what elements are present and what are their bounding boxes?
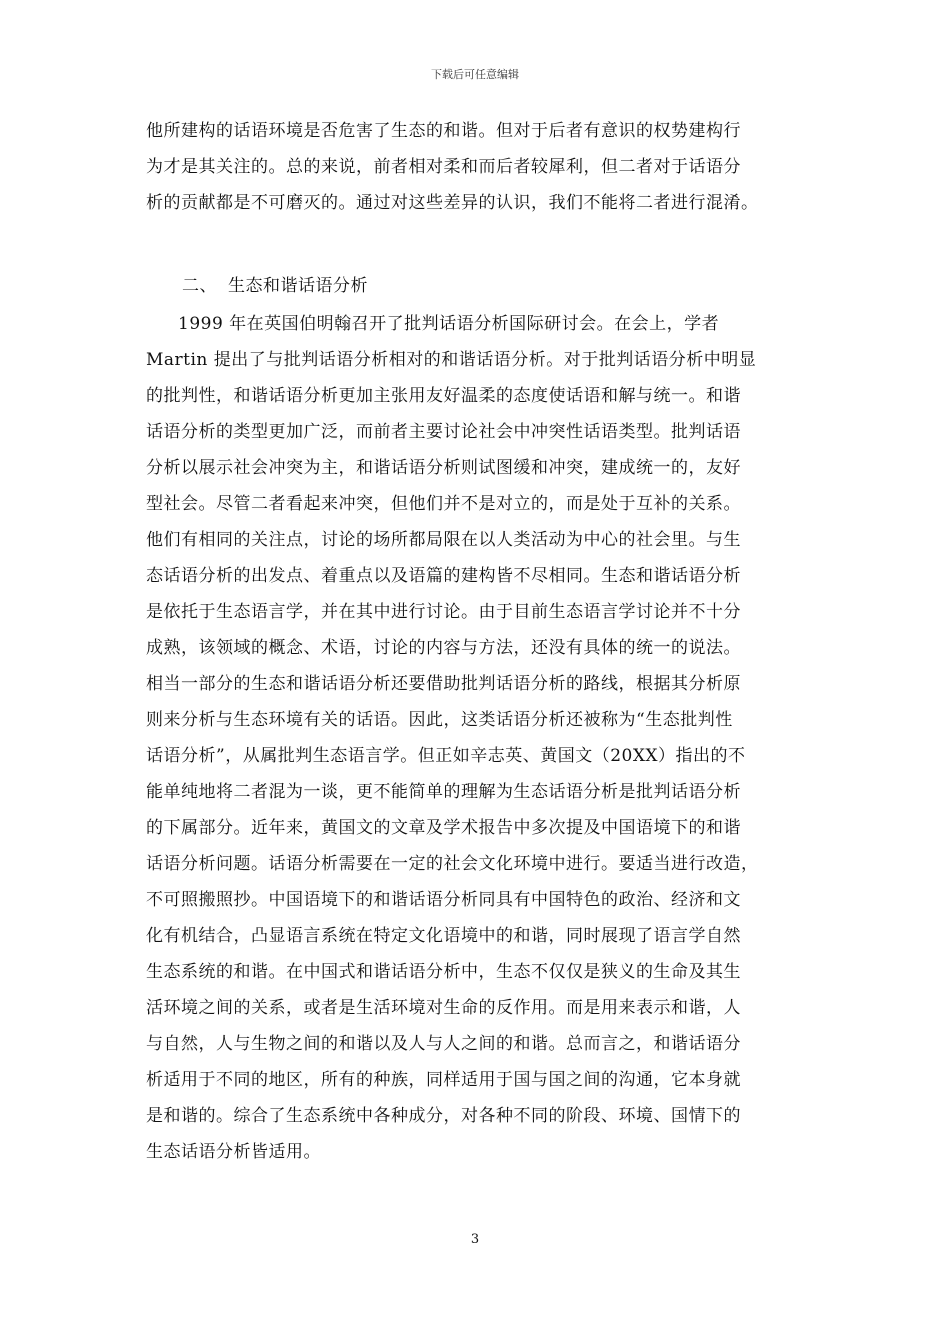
body-line: 成熟，该领域的概念、术语，讨论的内容与方法，还没有具体的统一的说法。 [146, 638, 741, 658]
intro-line: 他所建构的话语环境是否危害了生态的和谐。但对于后者有意识的权势建构行 [146, 121, 741, 141]
body-line: 能单纯地将二者混为一谈，更不能简单的理解为生态话语分析是批判话语分析 [146, 782, 741, 802]
body-line: 话语分析”，从属批判生态语言学。但正如辛志英、黄国文（20XX）指出的不 [146, 746, 746, 766]
body-line: 话语分析的类型更加广泛，而前者主要讨论社会中冲突性话语类型。批判话语 [146, 422, 741, 442]
page-header: 下载后可任意编辑 [431, 68, 519, 81]
section-number: 二、 [182, 276, 217, 296]
section-heading [182, 276, 368, 296]
body-line: 生态系统的和谐。在中国式和谐话语分析中，生态不仅仅是狭义的生命及其生 [146, 962, 741, 982]
body-line: 则来分析与生态环境有关的话语。因此，这类话语分析还被称为“生态批判性 [146, 710, 733, 730]
page-number: 3 [470, 1232, 480, 1247]
body-line: 态话语分析的出发点、着重点以及语篇的建构皆不尽相同。生态和谐话语分析 [146, 566, 741, 586]
body-line: 型社会。尽管二者看起来冲突，但他们并不是对立的，而是处于互补的关系。 [146, 494, 741, 514]
body-line: 话语分析问题。话语分析需要在一定的社会文化环境中进行。要适当进行改造， [146, 854, 759, 874]
body-line: 活环境之间的关系，或者是生活环境对生命的反作用。而是用来表示和谐，人 [146, 998, 741, 1018]
body-line: 析适用于不同的地区，所有的种族，同样适用于国与国之间的沟通，它本身就 [146, 1070, 741, 1090]
body-line: 不可照搬照抄。中国语境下的和谐话语分析同具有中国特色的政治、经济和文 [146, 890, 741, 910]
body-line: 分析以展示社会冲突为主，和谐话语分析则试图缓和冲突，建成统一的，友好 [146, 458, 741, 478]
body-line: 是依托于生态语言学，并在其中进行讨论。由于目前生态语言学讨论并不十分 [146, 602, 741, 622]
body-line: 相当一部分的生态和谐话语分析还要借助批判话语分析的路线，根据其分析原 [146, 674, 741, 694]
body-line: 生态话语分析皆适用。 [146, 1142, 321, 1162]
intro-line: 为才是其关注的。总的来说，前者相对柔和而后者较犀利，但二者对于话语分 [146, 157, 741, 177]
body-line: 的批判性，和谐话语分析更加主张用友好温柔的态度使话语和解与统一。和谐 [146, 386, 741, 406]
body-line: 他们有相同的关注点，讨论的场所都局限在以人类活动为中心的社会里。与生 [146, 530, 741, 550]
body-line: 是和谐的。综合了生态系统中各种成分，对各种不同的阶段、环境、国情下的 [146, 1106, 741, 1126]
body-line: Martin 提出了与批判话语分析相对的和谐话语分析。对于批判话语分析中明显 [146, 350, 757, 370]
body-line: 1999 年在英国伯明翰召开了批判话语分析国际研讨会。在会上，学者 [178, 314, 720, 334]
body-line: 化有机结合，凸显语言系统在特定文化语境中的和谐，同时展现了语言学自然 [146, 926, 741, 946]
body-line: 与自然，人与生物之间的和谐以及人与人之间的和谐。总而言之，和谐话语分 [146, 1034, 741, 1054]
section-title: 生态和谐话语分析 [228, 276, 368, 296]
intro-line: 析的贡献都是不可磨灭的。通过对这些差异的认识，我们不能将二者进行混淆。 [146, 193, 759, 213]
body-line: 的下属部分。近年来，黄国文的文章及学术报告中多次提及中国语境下的和谐 [146, 818, 741, 838]
